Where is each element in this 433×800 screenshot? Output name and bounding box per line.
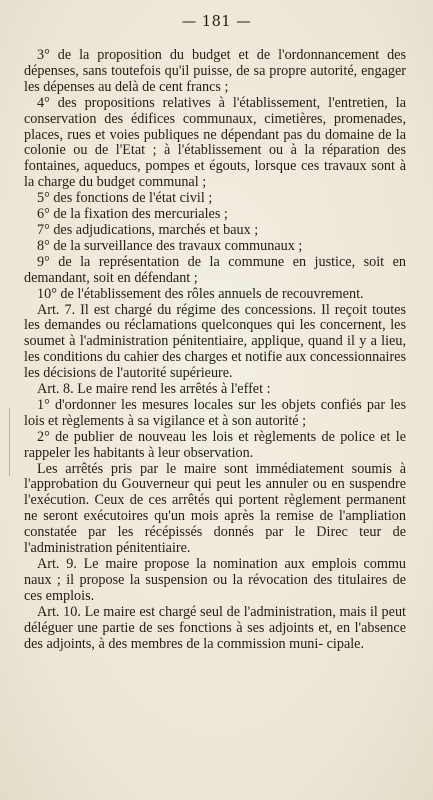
paragraph-item-7: 7° des adjudications, marchés et baux ; — [37, 221, 259, 238]
paragraph-item-6: 6° de la fixation des mercuriales ; — [37, 206, 228, 223]
page-body — [24, 48, 406, 652]
margin-pencil-mark — [9, 408, 10, 476]
paragraph-art-8-item-2: 2° de publier de nouveau les lois et règlements de police et le rappeler les habitants à leur observation. — [24, 428, 406, 461]
paragraph-item-4: 4° des propositions relatives à l'établissement, l'entretien, la conservation des édifices communaux, cimetières, promenades, places, rues et voies publiques ne dépendant pas du domaine de la colonie ou de l'Etat ; à l'établissement ou à la réparation des fontaines, aqueducs, pompes et égouts, lorsque ces travaux sont à la charge du budget communal ; — [24, 94, 406, 191]
page-number: — 181 — — [181, 14, 252, 30]
paragraph-arretes: Les arrêtés pris par le maire sont immédiatement soumis à l'approbation du Gouverneur qui peut les annuler ou en suspendre l'exécution. Ceux de ces arrêtés qui portent règlement permanent ne seront exécutoires qu'un mois après la remise de l'ampliation constatée par les récépissés donnés par le Direc teur de l'administration pénitentiaire. — [24, 460, 406, 557]
paragraph-art-7: Art. 7. Il est chargé du régime des concessions. Il reçoit toutes les demandes ou réclamations quelconques qui les concernent, les soumet à l'administration pénitentiaire, applique, quand il y a lieu, les conditions du cahier des charges et notifie aux concessionnaires les décisions de l'autorité supérieure. — [24, 301, 406, 382]
paragraph-item-8: 8° de la surveillance des travaux communaux ; — [37, 237, 303, 254]
paragraph-item-9: 9° de la représentation de la commune en justice, soit en demandant, soit en défendant ; — [24, 253, 406, 286]
paragraph-art-9: Art. 9. Le maire propose la nomination aux emplois commu naux ; il propose la suspension ou la révocation des titulaires de ces emplois. — [24, 556, 406, 604]
paragraph-item-3: 3° de la proposition du budget et de l'ordonnancement des dépenses, sans toutefois qu'il puisse, de sa propre autorité, engager les dépenses au delà de cent francs ; — [24, 47, 406, 95]
paragraph-art-8-item-1: 1° d'ordonner les mesures locales sur les objets confiés par les lois et règlements à sa vigilance et à son autorité ; — [24, 396, 406, 429]
paragraph-art-10: Art. 10. Le maire est chargé seul de l'administration, mais il peut déléguer une partie de ses fonctions à ses adjoints et, en l'absence des adjoints, à des membres de la commission muni- cipale. — [24, 603, 406, 652]
paragraph-item-5: 5° des fonctions de l'état civil ; — [37, 190, 213, 207]
paragraph-art-8: Art. 8. Le maire rend les arrêtés à l'effet : — [37, 381, 271, 398]
paragraph-item-10: 10° de l'établissement des rôles annuels de recouvrement. — [37, 285, 364, 302]
